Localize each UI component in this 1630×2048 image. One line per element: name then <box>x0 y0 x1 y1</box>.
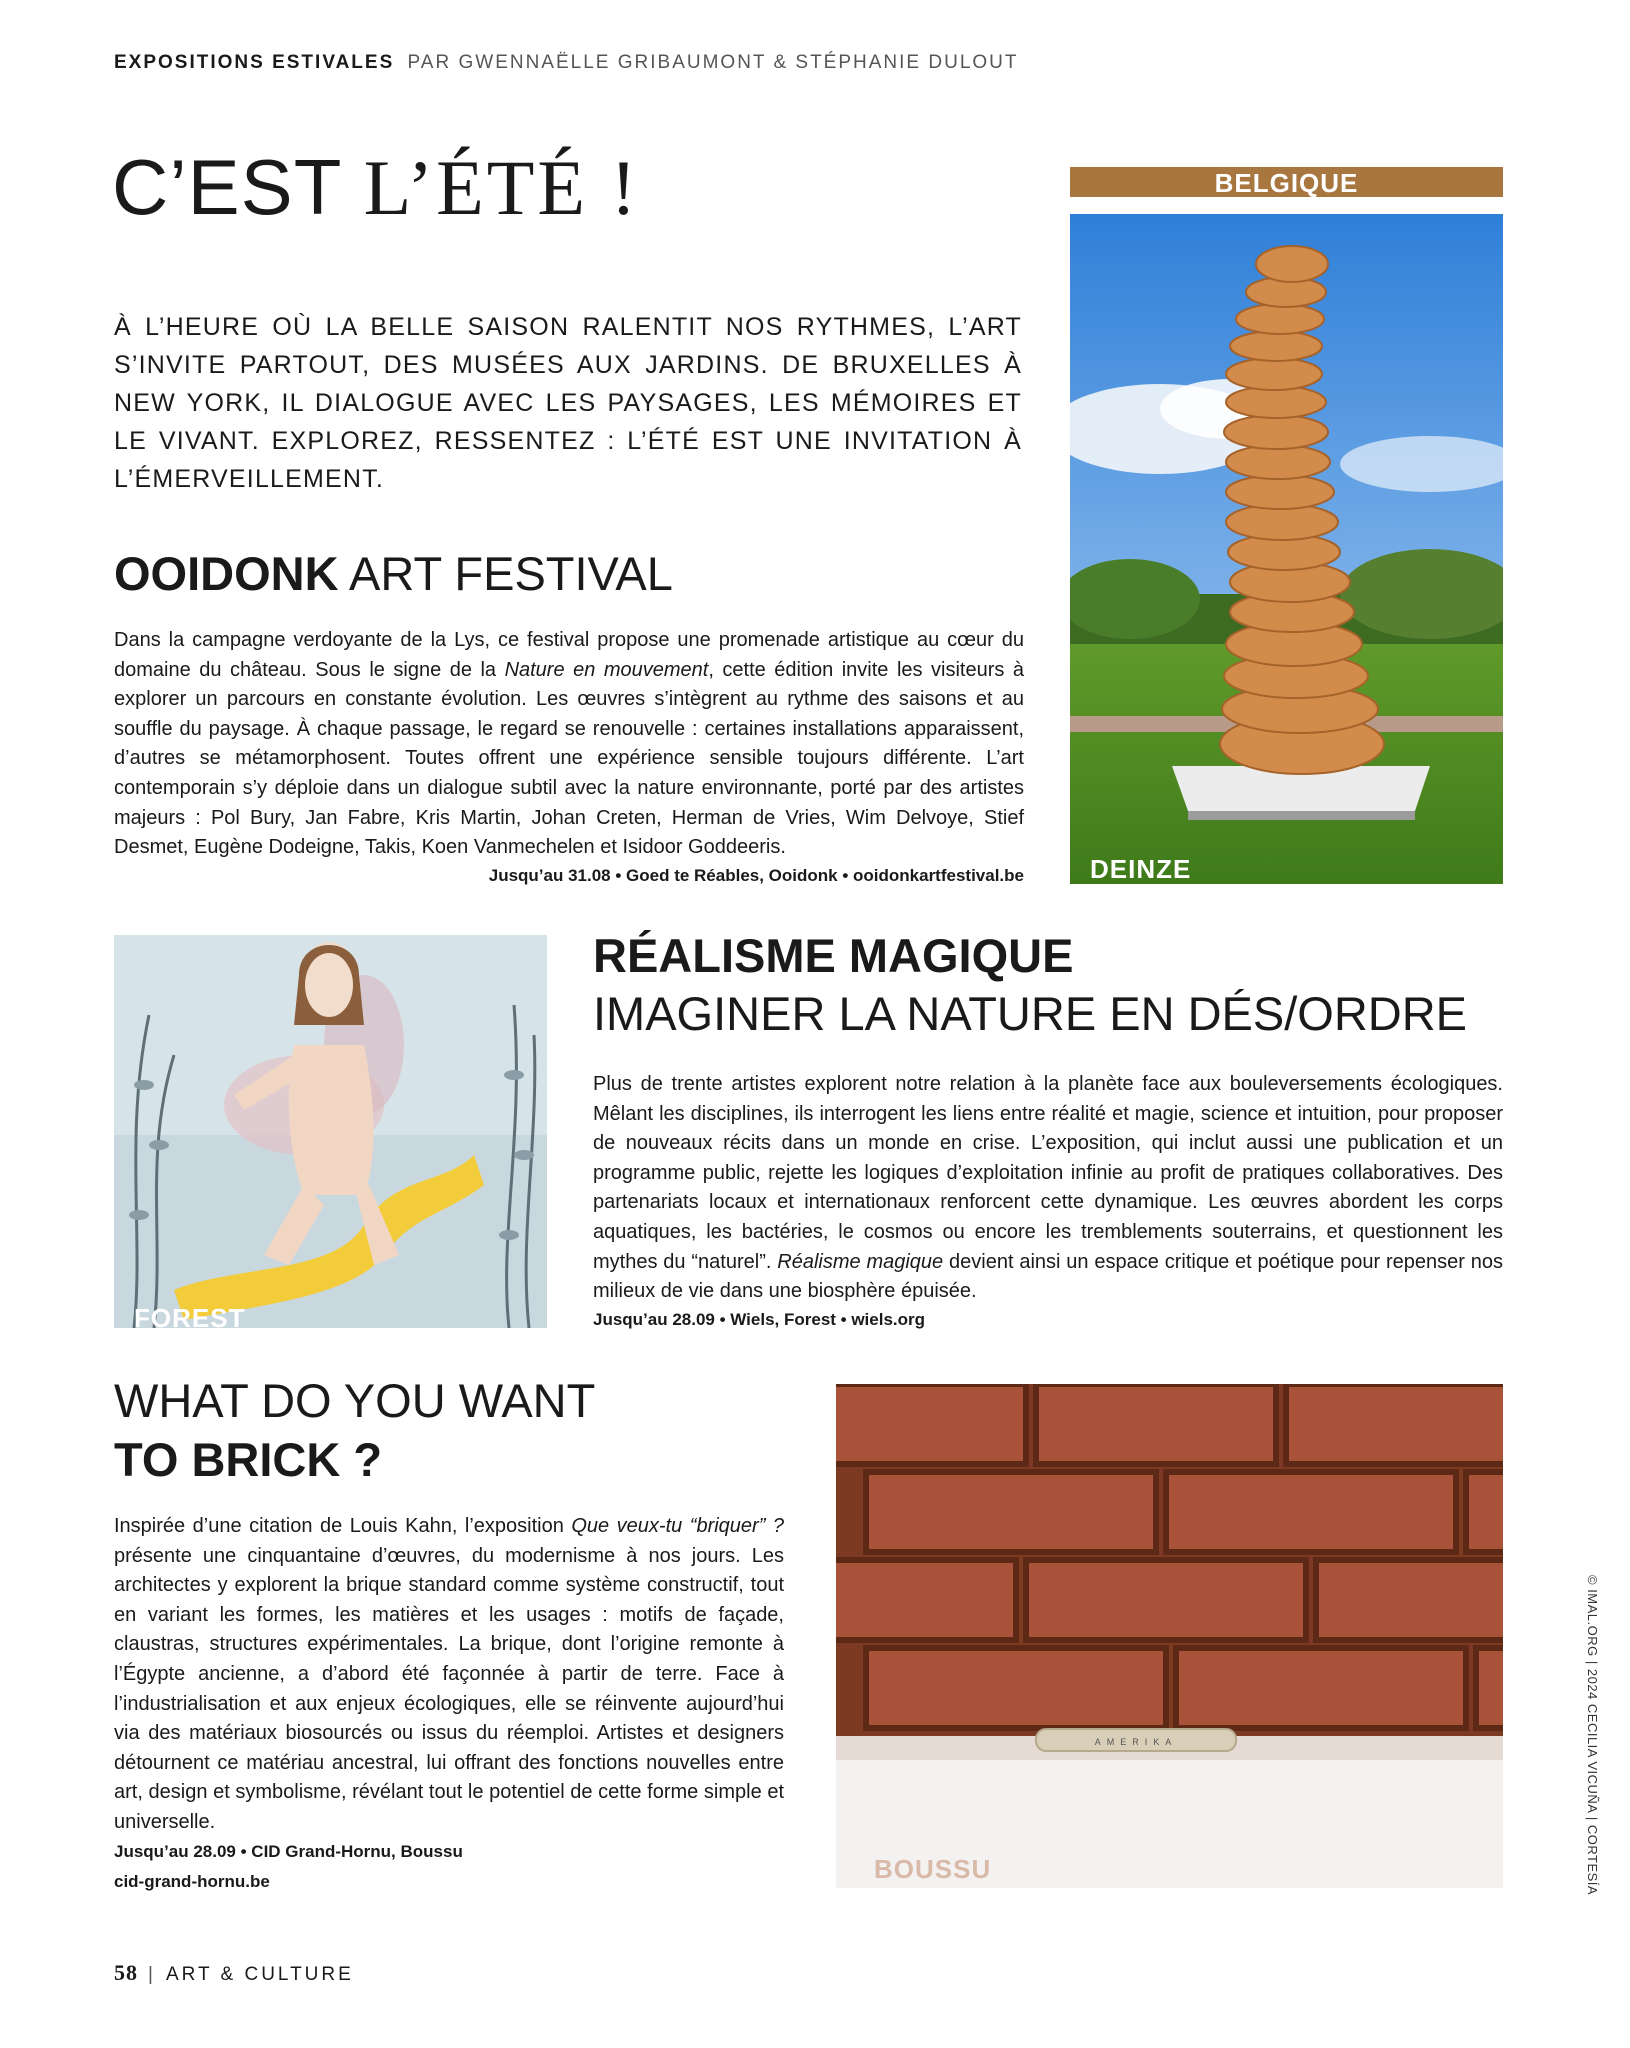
painting-illustration <box>114 935 547 1328</box>
realisme-subheading <box>593 988 1467 1040</box>
country-badge: BELGIQUE <box>1070 167 1503 197</box>
realisme-body <box>593 1070 1503 1307</box>
ooidonk-body-italic: Nature en mouvement <box>504 658 709 681</box>
ooidonk-body-part1: Dans la campagne verdoyante de la Lys, ce festival propose une promenade artistique au cœur du domaine du château. Sous le signe de la <box>114 629 1024 681</box>
brick-photo <box>836 1384 1503 1888</box>
realisme-body-italic: Réalisme magique <box>777 1250 944 1273</box>
page-title <box>112 143 640 231</box>
title-part2: L’ÉTÉ ! <box>363 144 640 231</box>
brick-title-bold: TO BRICK ? <box>114 1433 383 1486</box>
realisme-subtitle: IMAGINER LA NATURE EN DÉS/ORDRE <box>593 987 1467 1040</box>
section-label: EXPOSITIONS ESTIVALES <box>114 52 395 73</box>
painting-photo <box>114 935 547 1328</box>
photo-credit <box>1582 1575 1602 1896</box>
page-footer <box>114 1960 354 1986</box>
footer-section: ART & CULTURE <box>165 1964 354 1985</box>
image-caption-forest: FOREST <box>134 1303 246 1328</box>
ooidonk-body <box>114 626 1024 863</box>
brick-heading-bold <box>114 1434 382 1486</box>
realisme-heading-bold: RÉALISME MAGIQUE <box>593 929 1074 982</box>
intro-paragraph: À L’HEURE OÙ LA BELLE SAISON RALENTIT NOS RYTHMES, L’ART S’INVITE PARTOUT, DES MUSÉES AUX JARDINS. DE BRUXELLES À NEW YORK, IL DIALOGUE AVEC LES PAYSAGES, LES MÉMOIRES ET LE VIVANT. EXPLOREZ, RESSENTEZ : L’ÉTÉ EST UNE INVITATION À L’ÉMERVEILLEMENT. <box>114 313 1022 493</box>
ooidonk-heading-bold: OOIDONK <box>114 547 339 600</box>
brick-body <box>114 1512 784 1838</box>
footer-separator: | <box>148 1964 156 1985</box>
brick-body-part2: présente une cinquantaine d’œuvres, du modernisme à nos jours. Les architectes y explorent la brique standard comme système constructif, tout en variant les formes, les matières et les usages : motifs de façade, claustras, structures expérimentales. La brique, dont l’origine remonte à l’Égypte ancienne, a d’abord été façonnée à partir de terre. Face à l’industrialisation et aux enjeux écologiques, elle se réinvente aujourd’hui via des matériaux biosourcés ou issus du réemploi. Artistes et designers détournent ce matériau ancestral, lui offrant des fonctions nouvelles entre art, design et symbolisme, révélant tout le potentiel de cette forme simple et universelle. <box>114 1544 784 1833</box>
ooidonk-heading-light: ART FESTIVAL <box>338 547 673 600</box>
page-number: 58 <box>114 1960 138 1985</box>
image-caption-deinze: DEINZE <box>1090 854 1192 884</box>
brick-info-2: cid-grand-hornu.be <box>114 1872 270 1891</box>
object-inscription: AMERIKA <box>1094 1737 1178 1747</box>
brick-info-1: Jusqu’au 28.09 • CID Grand-Hornu, Boussu <box>114 1842 463 1861</box>
ooidonk-heading <box>114 548 673 600</box>
brick-title-light: WHAT DO YOU WANT <box>114 1374 596 1427</box>
photo-credit-text: © IMAL.ORG | 2024 CECILIA VICUÑA | CORTESÍA <box>1585 1575 1600 1896</box>
realisme-heading <box>593 930 1073 982</box>
brick-body-part1: Inspirée d’une citation de Louis Kahn, l’exposition <box>114 1515 572 1537</box>
brick-heading-light <box>114 1375 595 1427</box>
sculpture-illustration <box>1070 214 1503 884</box>
brick-wall-illustration <box>836 1384 1503 1888</box>
running-header <box>114 52 1019 74</box>
byline: PAR GWENNAËLLE GRIBAUMONT & STÉPHANIE DULOUT <box>407 52 1019 73</box>
ooidonk-info: Jusqu’au 31.08 • Goed te Réables, Ooidonk • ooidonkartfestival.be <box>488 866 1024 885</box>
brick-body-italic: Que veux-tu “briquer” ? <box>571 1515 784 1537</box>
realisme-body-part1: Plus de trente artistes explorent notre relation à la planète face aux bouleversements écologiques. Mêlant les disciplines, ils interrogent les liens entre réalité et magie, science et intuition, pour proposer de nouveaux récits dans un monde en crise. L’exposition, qui inclut aussi une publication et un programme public, rejette les logiques d’exploitation infinie au profit de pratiques collaboratives. Des partenariats locaux et internationaux renforcent cette dynamique. Les œuvres abordent les corps aquatiques, les bactéries, le cosmos ou encore les tremblements souterrains, et questionnent les mythes du “naturel”. <box>593 1073 1503 1273</box>
ooidonk-body-part2: , cette édition invite les visiteurs à explorer un parcours en constante évolution. Les œuvres s’intègrent au rythme des saisons et au souffle du paysage. À chaque passage, le regard se renouvelle : certaines installations apparaissent, d’autres se métamorphosent. Toutes offrent une expérience sensible toujours différente. L’art contemporain s’y déploie dans un dialogue subtil avec la nature environnante, porté par des artistes majeurs : Pol Bury, Jan Fabre, Kris Martin, Johan Creten, Herman de Vries, Wim Delvoye, Stief Desmet, Eugène Dodeigne, Takis, Koen Vanmechelen et Isidoor Goddeeris. <box>114 658 1024 859</box>
realisme-body-part2: devient ainsi un espace critique et poétique pour repenser nos milieux de vie dans une biosphère épuisée. <box>593 1250 1503 1303</box>
sculpture-photo <box>1070 214 1503 884</box>
image-caption-boussu: BOUSSU <box>874 1854 992 1884</box>
title-part1: C’EST <box>112 143 364 231</box>
realisme-info: Jusqu’au 28.09 • Wiels, Forest • wiels.org <box>593 1310 926 1329</box>
